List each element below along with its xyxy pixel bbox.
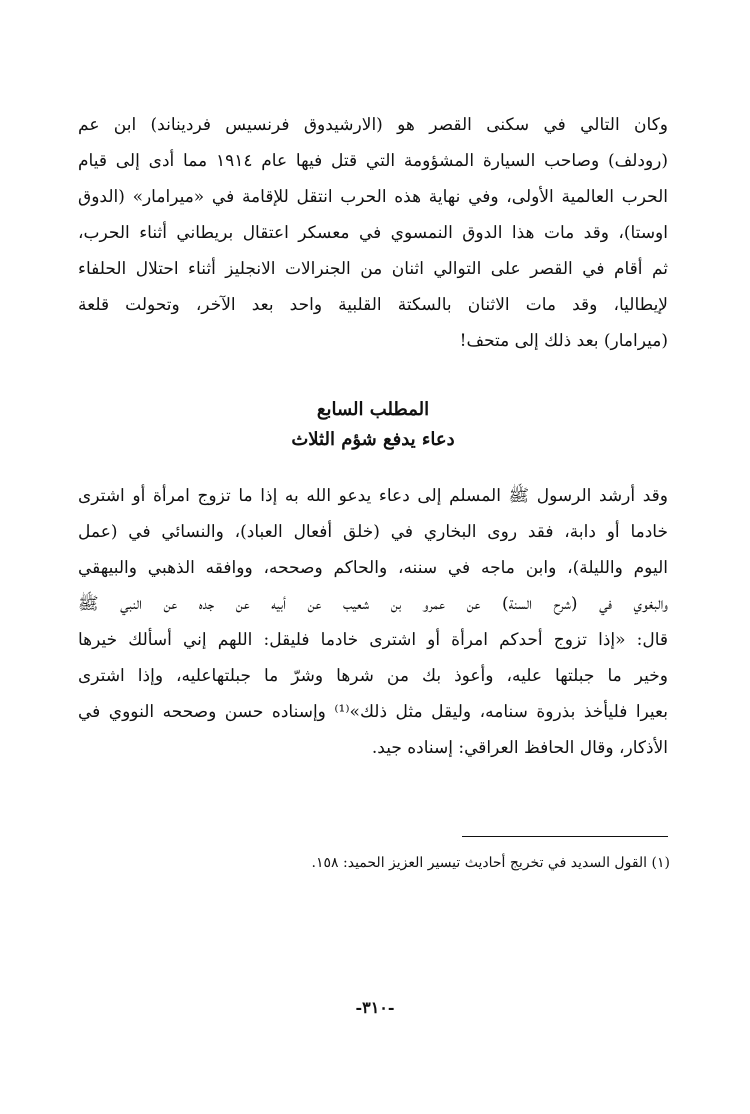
text-line: (رودلف) وصاحب السيارة المشؤومة التي قتل فيها عام ١٩١٤ مما أدى إلى قيام xyxy=(78,151,668,171)
text-line: الأذكار، وقال الحافظ العراقي: إسناده جيد. xyxy=(371,738,668,758)
text-line: وقد أرشد الرسول ﷺ المسلم إلى دعاء يدعو الله به إذا ما تزوج امرأة أو اشترى xyxy=(78,486,668,506)
text-line: وكان التالي في سكنى القصر هو (الارشيدوق فرنسيس فردیناند) ابن عم xyxy=(78,115,668,135)
text-line: ثم أقام في القصر على التوالي اثنان من الجنرالات الانجليز أثناء احتلال الحلفاء xyxy=(78,259,668,279)
text-line: والبغوي في (شرح السنة) عن عمرو بن شعيب عن أبيه عن جده عن النبي ﷺ xyxy=(78,594,668,614)
text-line: وخير ما جبلتها عليه، وأعوذ بك من شرها وشرّ ما جبلتهاعليه، وإذا اشترى xyxy=(78,666,668,686)
text-line: الحرب العالمية الأولى، وفي نهاية هذه الحرب انتقل للإقامة في «ميرامار» (الدوق xyxy=(78,187,668,207)
paragraph-supplication xyxy=(78,478,668,766)
text-line: خادما أو دابة، فقد روى البخاري في (خلق أفعال العباد)، والنسائي في (عمل xyxy=(78,522,668,542)
text-line: (ميرامار) بعد ذلك إلى متحف! xyxy=(459,331,668,351)
paragraph-history xyxy=(78,107,668,359)
footnote: (١) القول السديد في تخريج أحاديث تيسير العزيز الحميد: ١٥٨. xyxy=(311,855,670,871)
section-subtitle: دعاء يدفع شؤم الثلاث xyxy=(291,429,455,450)
page-number: -٣١٠- xyxy=(355,998,395,1017)
text-line: اليوم والليلة)، وابن ماجه في سننه، والحاكم وصححه، ووافقه الذهبي والبيهقي xyxy=(78,558,668,578)
section-title: المطلب السابع xyxy=(316,399,430,420)
text-line: بعيرا فليأخذ بذروة سنامه، وليقل مثل ذلك»⁽¹⁾ وإسناده حسن وصححه النووي في xyxy=(78,702,668,722)
text-line: لإيطاليا، وقد مات الاثنان بالسكتة القلبية واحد بعد الآخر، وتحولت قلعة xyxy=(78,295,668,315)
text-line: اوستا)، وقد مات هذا الدوق النمسوي في معسكر اعتقال بريطاني أثناء الحرب، xyxy=(78,223,668,243)
text-line: قال: «إذا تزوج أحدكم امرأة أو اشترى خادما فليقل: اللهم إني أسألك خيرها xyxy=(78,630,668,650)
footnote-divider xyxy=(462,836,668,837)
